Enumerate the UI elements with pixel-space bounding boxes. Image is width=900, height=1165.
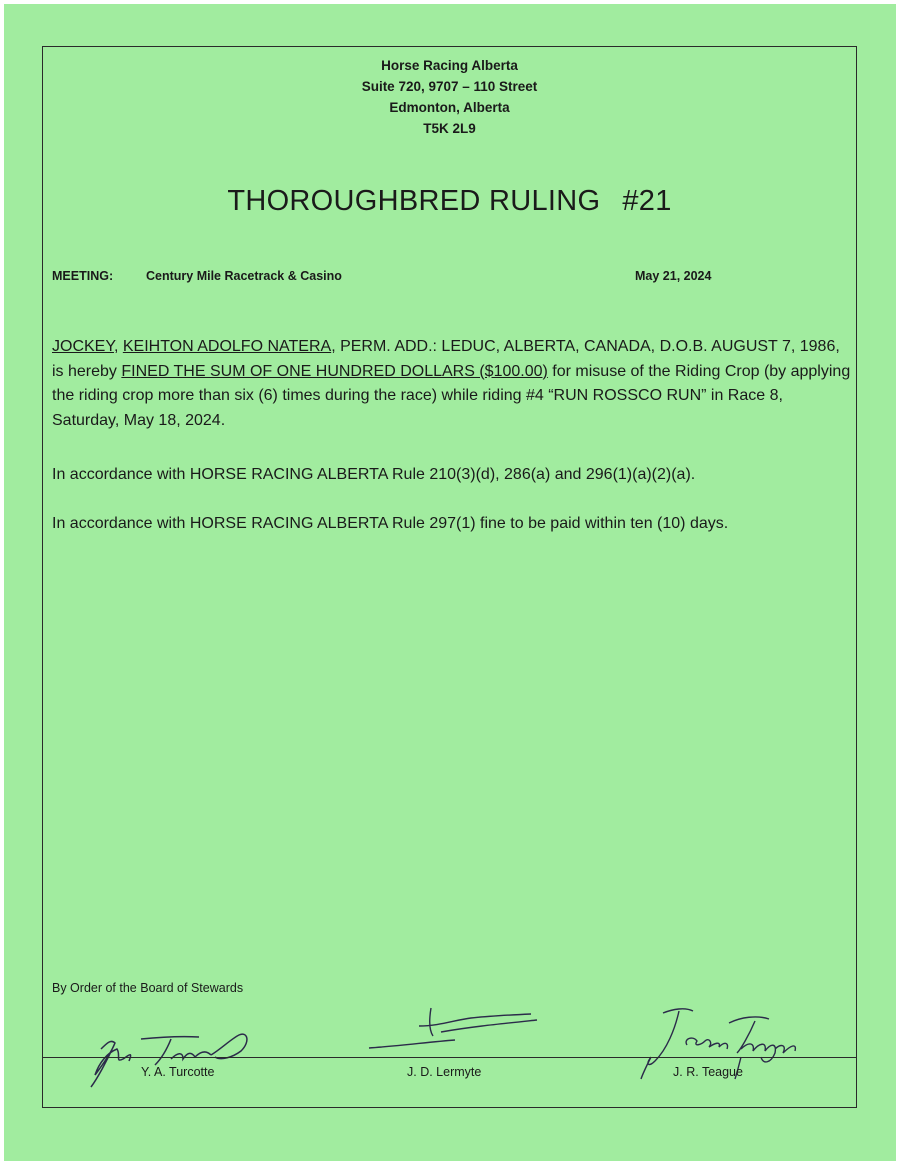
steward-name-1: Y. A. Turcotte: [141, 1065, 215, 1079]
ruling-number: #21: [622, 185, 672, 217]
signature-line: [43, 1057, 856, 1058]
document-frame: [42, 46, 857, 1108]
fine-amount: FINED THE SUM OF ONE HUNDRED DOLLARS ($100.00): [121, 362, 548, 380]
ruling-title: [43, 185, 856, 218]
address-line-2: Edmonton, Alberta: [389, 100, 510, 115]
steward-name-3: J. R. Teague: [673, 1065, 743, 1079]
ruling-paragraph-1: [52, 335, 852, 433]
postal-code: T5K 2L9: [423, 121, 476, 136]
steward-name-2: J. D. Lermyte: [407, 1065, 482, 1079]
ruling-title-text: THOROUGHBRED RULING: [227, 185, 601, 217]
jockey-details: , PERM. ADD.: LEDUC, ALBERTA, CANADA, D.O.B. AUGUST 7, 1986, is hereby: [52, 338, 840, 380]
meeting-label: MEETING:: [52, 269, 114, 283]
signature-lermyte: [359, 1002, 569, 1062]
org-name: Horse Racing Alberta: [381, 58, 518, 73]
violation-details: for misuse of the Riding Crop (by applying the riding crop more than six (6) times during the race) while riding #4 “RUN ROSSCO RUN” in Race 8, Saturday, May 18, 2024.: [52, 362, 851, 429]
jockey-role: JOCKEY: [52, 338, 114, 355]
meeting-venue: Century Mile Racetrack & Casino: [146, 269, 342, 283]
jockey-name: KEIHTON ADOLFO NATERA: [122, 338, 332, 355]
signature-turcotte: [71, 1009, 281, 1094]
ruling-paragraph-2: In accordance with HORSE RACING ALBERTA Rule 210(3)(d), 286(a) and 296(1)(a)(2)(a).: [52, 466, 696, 483]
ruling-page: [4, 4, 896, 1161]
separator-text: ,: [113, 338, 123, 355]
letterhead: [43, 55, 856, 139]
board-order-text: By Order of the Board of Stewards: [52, 981, 244, 995]
ruling-paragraph-3: In accordance with HORSE RACING ALBERTA Rule 297(1) fine to be paid within ten (10) days.: [52, 515, 729, 532]
meeting-date: May 21, 2024: [635, 269, 712, 283]
address-line-1: Suite 720, 9707 – 110 Street: [361, 79, 538, 94]
